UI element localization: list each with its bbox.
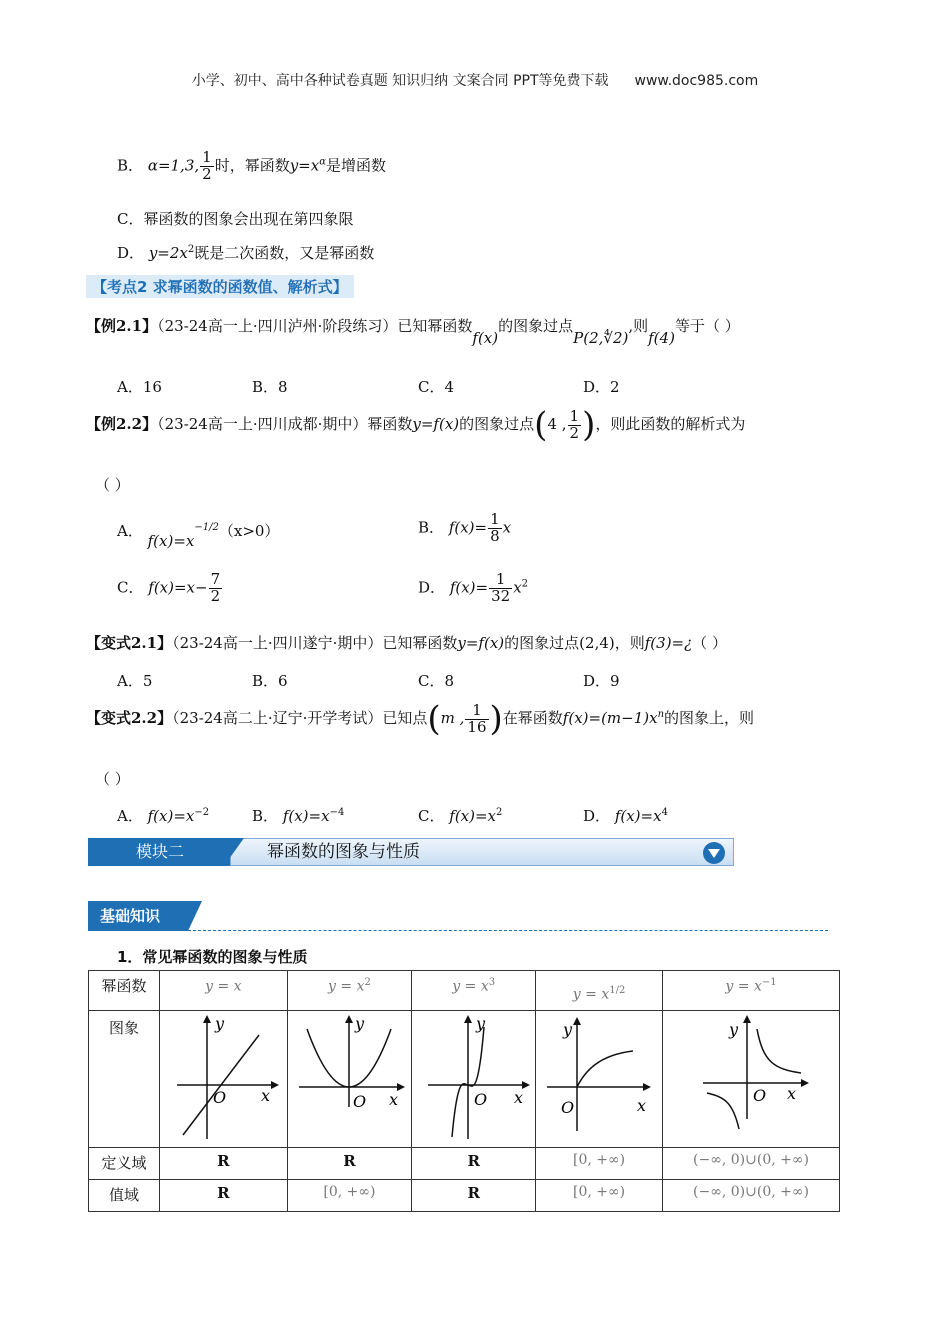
func-cell: $y = x^{-1}$ [663,971,840,1011]
variant-2-2-paren: （ ） [95,770,130,788]
section-title: 1．常见幂函数的图象与性质 [117,948,308,966]
fraction: $\frac{1}{2}$ [202,148,212,183]
graph-sqrt [537,1011,661,1143]
domain-cell: R [287,1148,412,1180]
row-head: 图象 [89,1011,160,1148]
svg-text:O: O [353,1092,367,1111]
table-row [89,1180,840,1212]
header-site[interactable]: www.doc985.com [634,73,759,89]
func-cell: y = x [160,971,288,1011]
example-2-1-option-a[interactable]: A．16 [117,378,162,396]
row-head: 值域 [89,1180,160,1212]
svg-text:x: x [637,1096,647,1115]
example-2-1-option-b[interactable]: B．8 [252,378,288,396]
svg-text:O: O [753,1086,767,1105]
variant-2-1-option-d[interactable]: D．9 [583,672,620,690]
example-2-2-option-b[interactable]: B． f(x)= $\frac{1}{8}$ x [418,510,512,545]
range-cell: (−∞, 0)∪(0, +∞) [663,1180,840,1212]
svg-text:O: O [213,1088,227,1107]
svg-text:O: O [473,1090,487,1109]
variant-2-1: 【变式2.1】（23-24高一上·四川遂宁·期中）已知幂函数y=f(x)的图象过点(2,4)，则f(3)=¿（ ） [86,634,727,652]
example-2-1: 【例2.1】（23-24高一上·四川泸州·阶段练习）已知幂函数f(x)的图象过点P(2,∜2),则f(4)等于（ ） [86,317,740,347]
header-text: 小学、初中、高中各种试卷真题 知识归纳 文案合同 PPT等免费下载 [191,73,609,89]
domain-cell: R [160,1148,288,1180]
svg-text:y: y [355,1014,365,1033]
domain-cell: (−∞, 0)∪(0, +∞) [663,1148,840,1180]
variant-2-2-option-a[interactable]: A． $f(x)=x^{-2}$ [117,807,210,825]
graph-linear [163,1011,283,1143]
variant-2-2-option-b[interactable]: B． $f(x)=x^{-4}$ [252,807,345,825]
svg-text:x: x [787,1084,797,1103]
graph-cell [287,1011,412,1148]
module-title: 幂函数的图象与性质 [230,838,734,866]
module-divider [224,838,244,866]
graph-square [289,1011,409,1143]
domain-cell: [0, +∞) [536,1148,663,1180]
variant-2-1-option-c[interactable]: C．8 [418,672,455,690]
variant-2-1-option-a[interactable]: A．5 [117,672,153,690]
variant-2-2-option-d[interactable]: D． $f(x)=x^4$ [583,807,668,825]
option-b: B． α=1,3, $\frac{1}{2}$ 时，幂函数$y=x^\alpha$是增函数 [117,148,386,183]
example-2-1-option-d[interactable]: D．2 [583,378,620,396]
func-cell: $y = x^2$ [287,971,412,1011]
variant-2-2: 【变式2.2】（23-24高二上·辽宁·开学考试）已知点(m , $\frac{1}{16}$ )在幂函数$f(x)=(m-1)x^n$的图象上，则 [86,699,755,739]
svg-text:y: y [475,1014,485,1033]
example-2-1-option-c[interactable]: C．4 [418,378,455,396]
page-header [0,70,950,90]
graph-cell [160,1011,288,1148]
example-2-2-paren: （ ） [95,476,130,494]
chevron-down-icon[interactable] [703,842,725,864]
module-banner [88,838,738,870]
table-row [89,971,840,1011]
graph-cell [536,1011,663,1148]
module-label: 模块二 [88,838,238,866]
table-row [89,1011,840,1148]
dashed-divider [188,930,828,931]
example-2-2-option-d[interactable]: D． f(x)= $\frac{1}{32}$ $x^2$ [418,570,529,605]
func-cell: $y = x^3$ [412,971,536,1011]
func-cell: $y = x^{1/2}$ [536,971,663,1011]
svg-text:x: x [513,1088,523,1107]
variant-2-2-option-c[interactable]: C． $f(x)=x^2$ [418,807,503,825]
svg-text:x: x [261,1086,271,1105]
domain-cell: R [412,1148,536,1180]
graph-reciprocal [663,1011,839,1143]
range-cell: [0, +∞) [287,1180,412,1212]
example-2-2-option-a[interactable]: A． $f(x)=x^{-1/2}(x>0)$ [117,522,280,550]
example-2-2: 【例2.2】（23-24高一上·四川成都·期中）幂函数y=f(x)的图象过点(4 , $\frac{1}{2}$ )，则此函数的解析式为 [86,405,746,445]
range-cell: [0, +∞) [536,1180,663,1212]
svg-text:y: y [729,1020,739,1039]
variant-2-1-option-b[interactable]: B．6 [252,672,288,690]
kaodian-heading: 【考点2 求幂函数的函数值、解析式】 [86,275,354,298]
svg-text:O: O [561,1098,575,1117]
option-c: C．幂函数的图象会出现在第四象限 [117,210,354,228]
svg-text:x: x [389,1090,399,1109]
option-d: D． $y=2x^2$既是二次函数，又是幂函数 [117,244,375,262]
basic-knowledge-tab: 基础知识 [88,901,188,931]
power-function-table [88,970,840,1212]
row-head: 幂函数 [89,971,160,1011]
range-cell: R [160,1180,288,1212]
graph-cell [663,1011,840,1148]
graph-cell [412,1011,536,1148]
example-2-2-option-c[interactable]: C． f(x)=x− $\frac{7}{2}$ [117,570,221,605]
graph-cube [414,1011,534,1143]
svg-text:y: y [215,1014,225,1033]
row-head: 定义域 [89,1148,160,1180]
table-row [89,1148,840,1180]
range-cell: R [412,1180,536,1212]
svg-text:y: y [563,1020,573,1039]
